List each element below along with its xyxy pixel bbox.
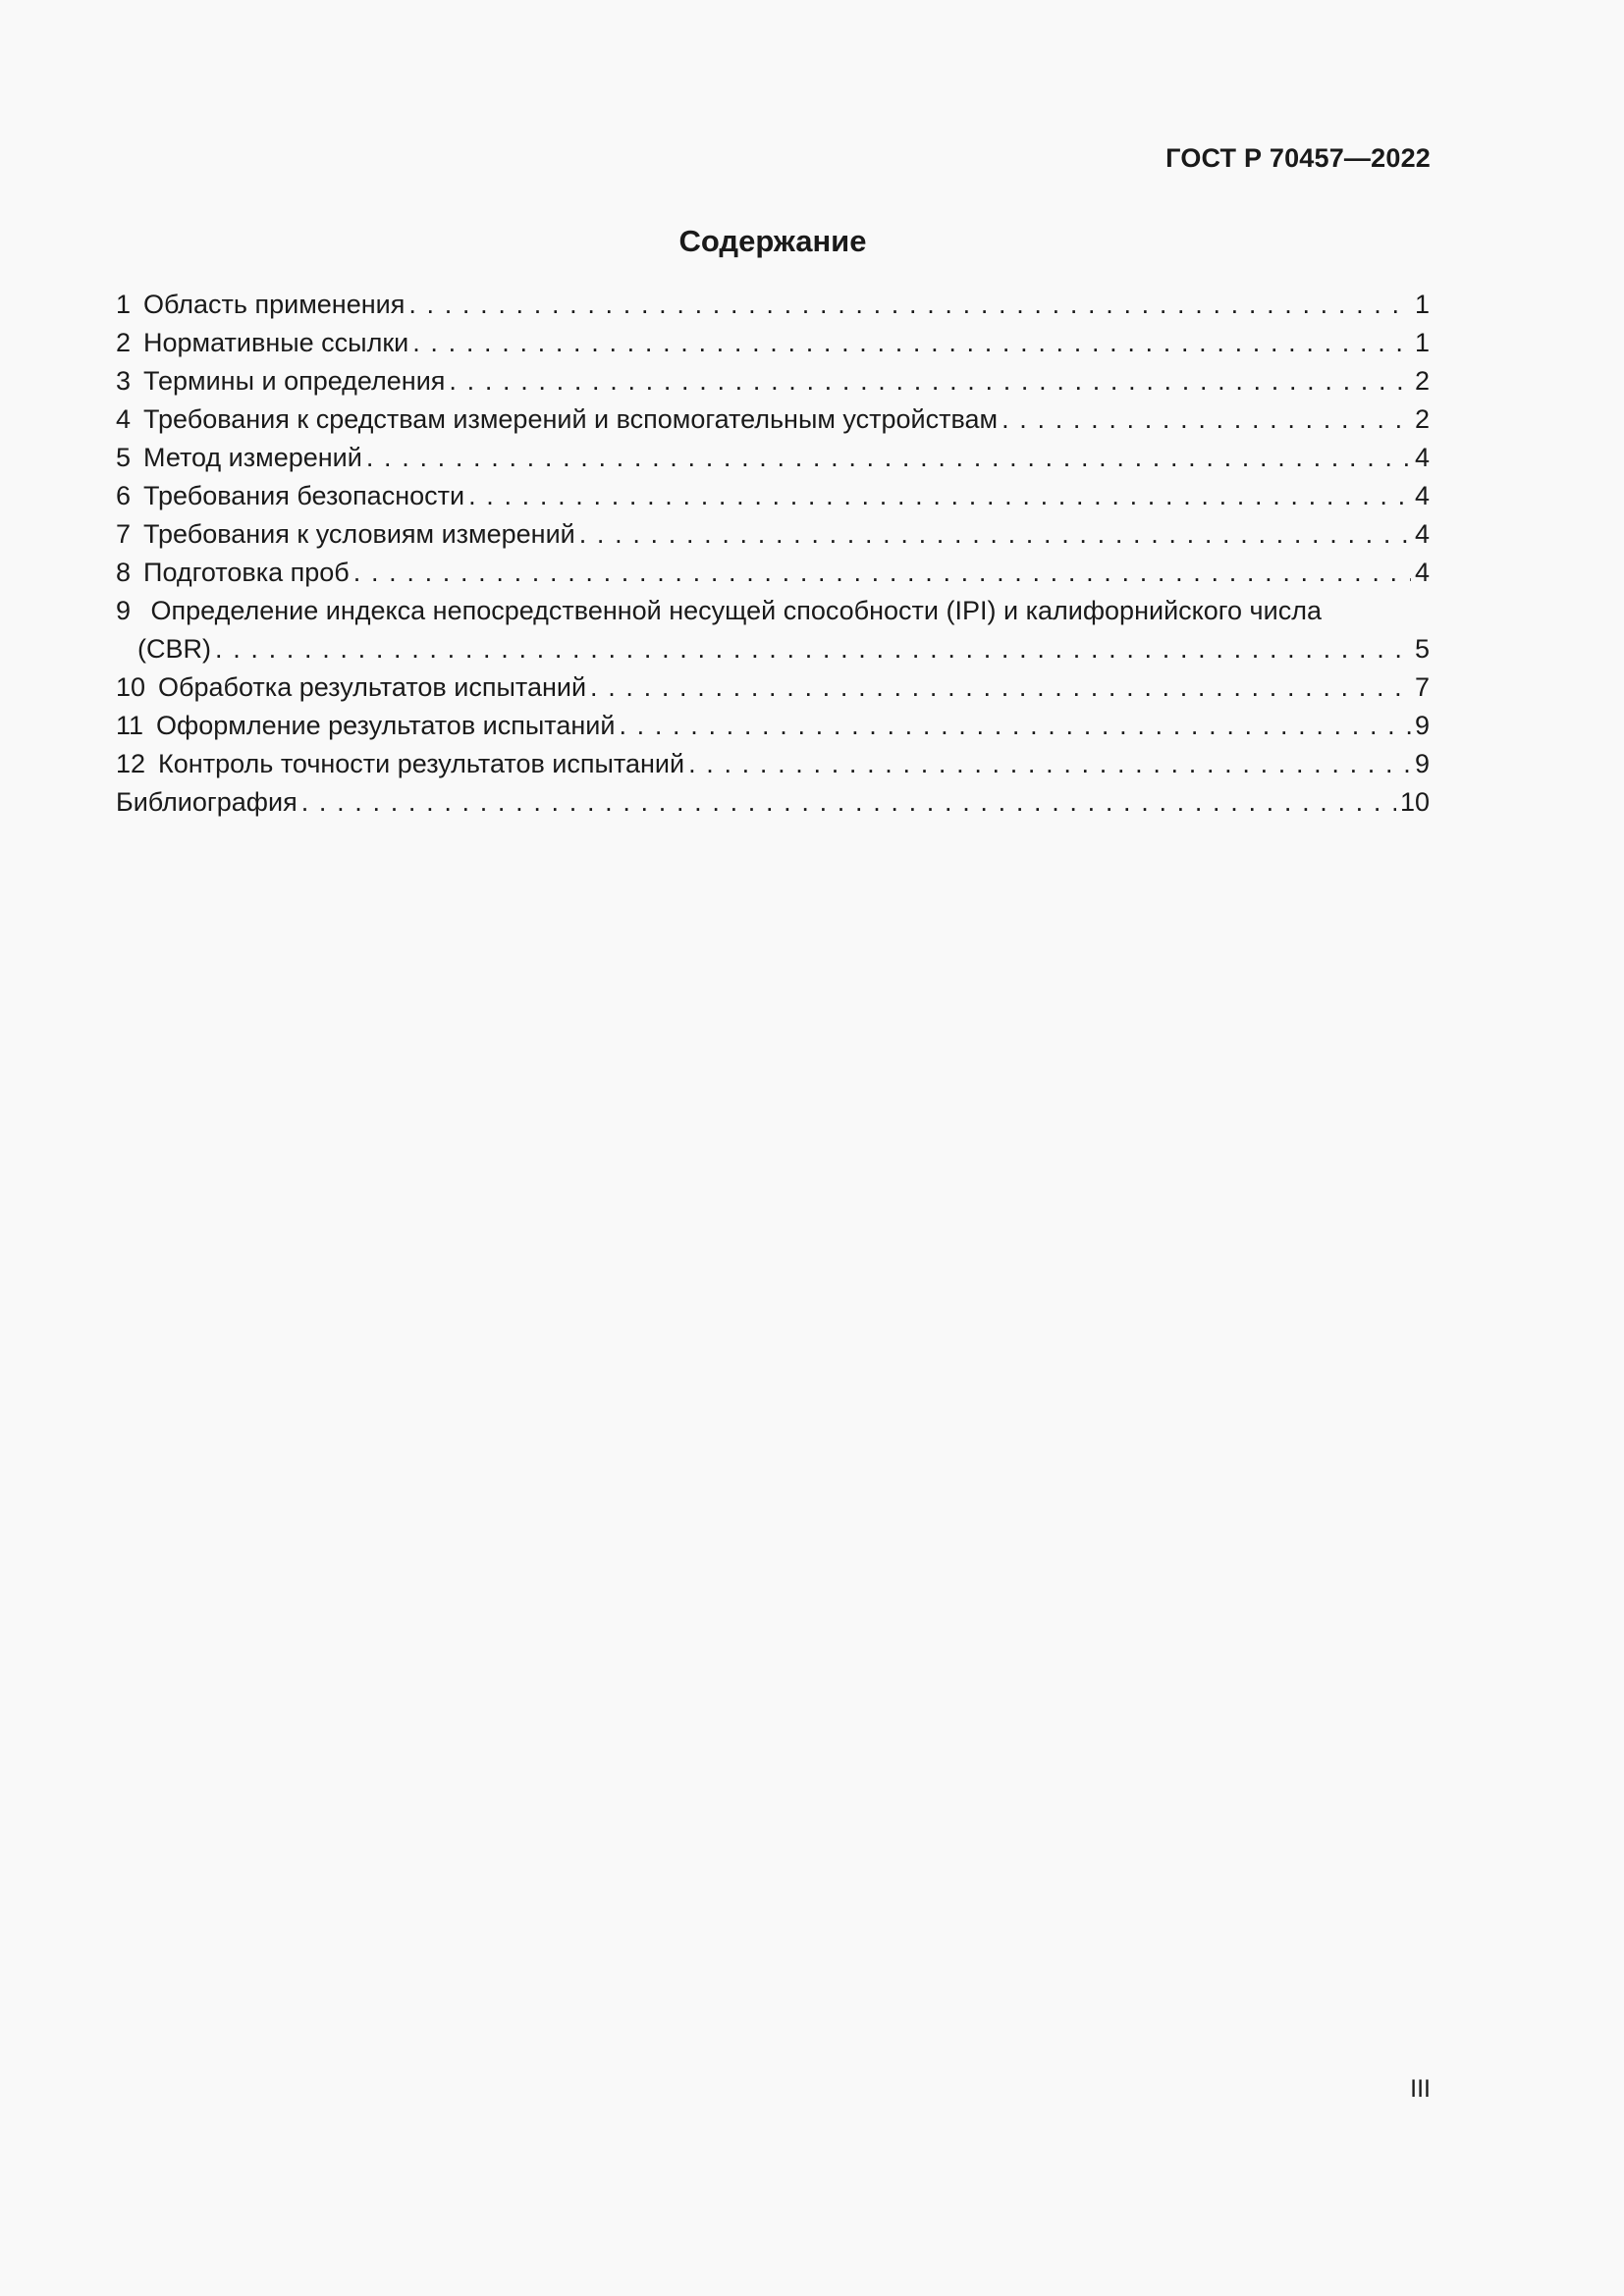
- toc-entry-5[interactable]: [116, 439, 1430, 477]
- toc-entry-number: 6: [116, 481, 132, 510]
- toc-entry-6[interactable]: [116, 477, 1430, 515]
- page-number: III: [1410, 2075, 1431, 2103]
- toc-entry-3[interactable]: [116, 362, 1430, 400]
- toc-entry-9[interactable]: [116, 592, 1430, 630]
- toc-entry-title: Подготовка проб: [143, 558, 350, 587]
- toc-entry-title: Обработка результатов испытаний: [158, 672, 587, 702]
- toc-entry-title: Требования к условиям измерений: [143, 519, 575, 549]
- toc-entry-number: 8: [116, 558, 132, 587]
- toc-entry-page: 7: [1414, 672, 1430, 702]
- toc-entry-page: 2: [1414, 404, 1430, 434]
- toc-entry-number: 7: [116, 519, 132, 549]
- toc-entry-2[interactable]: [116, 324, 1430, 362]
- toc-entry-number: 9: [116, 596, 132, 625]
- toc-entry-title: Библиография: [116, 787, 298, 817]
- toc-entry-page: 1: [1414, 290, 1430, 319]
- toc-leader-dots: [688, 745, 1411, 783]
- toc-leader-dots: [619, 707, 1411, 745]
- toc-entry-number: 11: [116, 711, 144, 740]
- toc-entry-number: 2: [116, 328, 132, 357]
- toc-entry-8[interactable]: [116, 554, 1430, 592]
- toc-entry-title: Требования к средствам измерений и вспомогательным устройствам: [143, 404, 999, 434]
- toc-leader-dots: [408, 286, 1411, 324]
- toc-entry-number: 1: [116, 290, 132, 319]
- toc-entry-9-continuation[interactable]: [116, 630, 1430, 668]
- toc-entry-title-continuation: (CBR): [137, 634, 211, 664]
- toc-entry-1[interactable]: [116, 286, 1430, 324]
- toc-leader-dots: [579, 515, 1411, 554]
- toc-entry-page: 1: [1414, 328, 1430, 357]
- toc-entry-page: 4: [1414, 481, 1430, 510]
- toc-entry-page: 9: [1414, 711, 1430, 740]
- table-of-contents: [116, 286, 1430, 822]
- toc-entry-number: 5: [116, 443, 132, 472]
- toc-entry-page: 4: [1414, 443, 1430, 472]
- toc-entry-number: 12: [116, 749, 146, 778]
- toc-entry-page: 5: [1414, 634, 1430, 664]
- toc-leader-dots: [412, 324, 1411, 362]
- toc-entry-title: Требования безопасности: [143, 481, 465, 510]
- toc-leader-dots: [353, 554, 1411, 592]
- toc-entry-page: 10: [1399, 787, 1430, 817]
- toc-leader-dots: [1001, 400, 1411, 439]
- toc-entry-title: Определение индекса непосредственной несущей способности (IPI) и калифорнийского числа: [150, 596, 1322, 625]
- toc-entry-7[interactable]: [116, 515, 1430, 554]
- toc-leader-dots: [449, 362, 1411, 400]
- toc-leader-dots: [366, 439, 1411, 477]
- toc-leader-dots: [301, 783, 1396, 822]
- toc-entry-title: Область применения: [143, 290, 406, 319]
- toc-leader-dots: [468, 477, 1411, 515]
- toc-entry-4[interactable]: [116, 400, 1430, 439]
- toc-entry-page: 2: [1414, 366, 1430, 396]
- toc-entry-title: Метод измерений: [143, 443, 362, 472]
- toc-title: Содержание: [678, 224, 867, 258]
- toc-entry-page: 4: [1414, 558, 1430, 587]
- toc-entry-number: 10: [116, 672, 146, 702]
- toc-entry-title: Нормативные ссылки: [143, 328, 409, 357]
- toc-entry-title: Контроль точности результатов испытаний: [158, 749, 685, 778]
- document-code: ГОСТ Р 70457—2022: [1165, 143, 1431, 173]
- toc-entry-title: Оформление результатов испытаний: [156, 711, 616, 740]
- toc-entry-title: Термины и определения: [143, 366, 446, 396]
- toc-entry-bibliography[interactable]: [116, 783, 1430, 822]
- toc-entry-page: 9: [1414, 749, 1430, 778]
- toc-leader-dots: [215, 630, 1411, 668]
- toc-entry-page: 4: [1414, 519, 1430, 549]
- toc-entry-number: 3: [116, 366, 132, 396]
- toc-entry-11[interactable]: [116, 707, 1430, 745]
- toc-entry-12[interactable]: [116, 745, 1430, 783]
- toc-leader-dots: [590, 668, 1411, 707]
- toc-entry-number: 4: [116, 404, 132, 434]
- toc-entry-10[interactable]: [116, 668, 1430, 707]
